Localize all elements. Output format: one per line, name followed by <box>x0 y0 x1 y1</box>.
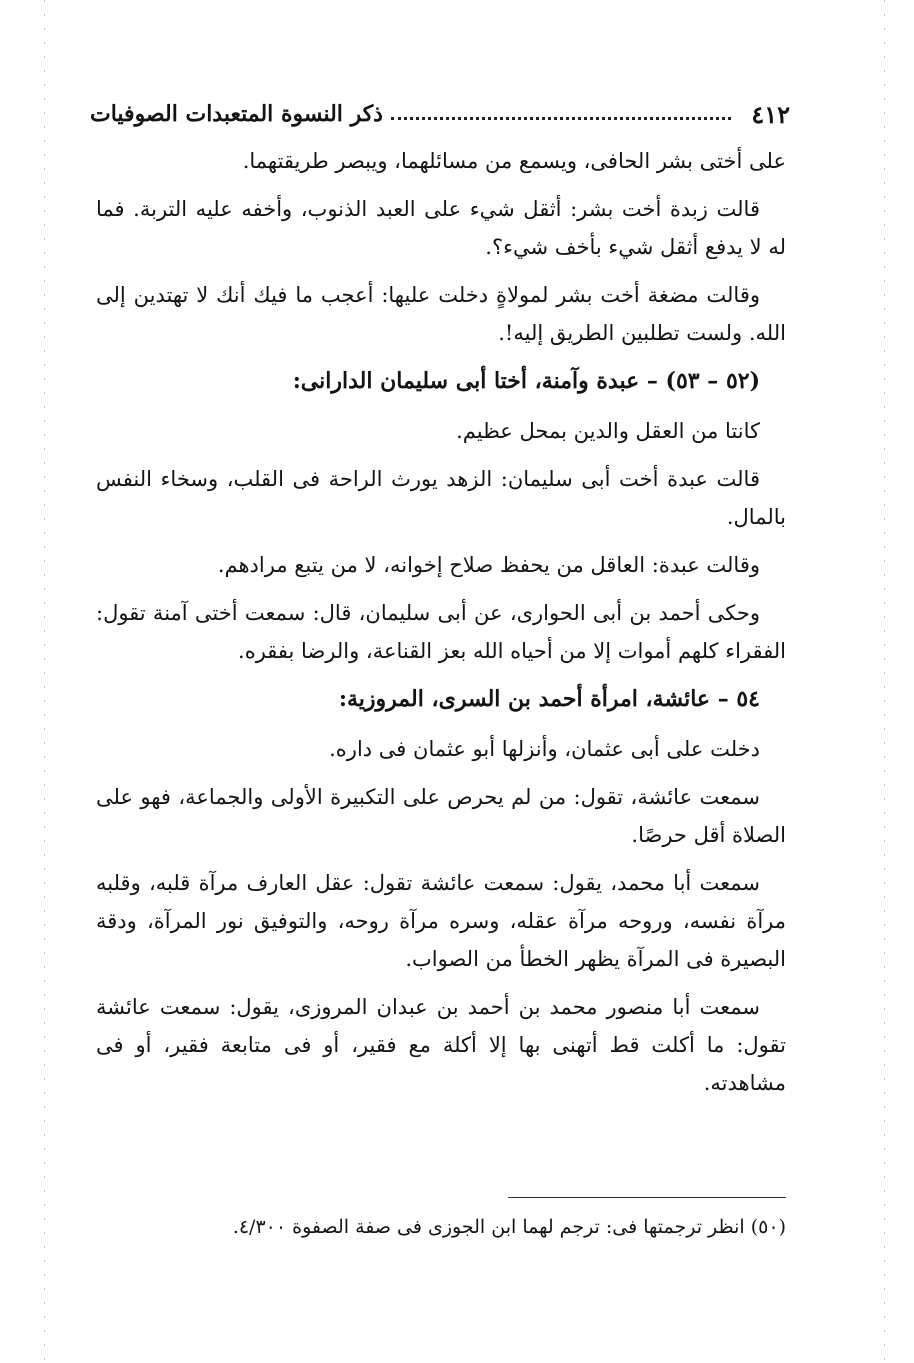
paragraph: قالت زبدة أخت بشر: أثقل شيء على العبد الذنوب، وأخفه عليه التربة. فما له لا يدفع أثقل شيء بأخف شيء؟. <box>96 197 786 259</box>
paragraph: وحكى أحمد بن أبى الحوارى، عن أبى سليمان، قال: سمعت أختى آمنة تقول: الفقراء كلهم أموات إلا من أحياه الله بعز القناعة، والرضا بفقره. <box>96 601 786 663</box>
paragraph: وقالت عبدة: العاقل من يحفظ صلاح إخوانه، لا من يتبع مرادهم. <box>217 553 760 577</box>
page-body <box>96 142 786 1112</box>
paragraph: سمعت أبا منصور محمد بن أحمد بن عبدان المروزى، يقول: سمعت عائشة تقول: ما أكلت قط أتهنى بها إلا أكلة مع فقير، أو فى متابعة فقير، أو فى مشاهدته. <box>96 995 786 1095</box>
paragraph: وقالت مضغة أخت بشر لمولاةٍ دخلت عليها: أعجب ما فيك أنك لا تهتدين إلى الله. ولست تطلبين الطريق إليه!. <box>96 283 786 345</box>
section-heading: ٥٤ – عائشة، امرأة أحمد بن السرى، المروزية: <box>338 686 760 712</box>
footnote-separator <box>508 1197 786 1198</box>
paragraph: دخلت على أبى عثمان، وأنزلها أبو عثمان فى داره. <box>329 737 760 761</box>
paragraph: كانتا من العقل والدين بمحل عظيم. <box>456 419 760 443</box>
paragraph: سمعت عائشة، تقول: من لم يحرص على التكبيرة الأولى والجماعة، فهو على الصلاة أقل حرصًا. <box>96 785 786 847</box>
dotted-leader <box>391 117 731 120</box>
scan-edge-right <box>884 0 885 1363</box>
paragraph: قالت عبدة أخت أبى سليمان: الزهد يورث الراحة فى القلب، وسخاء النفس بالمال. <box>96 467 786 529</box>
page-header <box>90 94 790 134</box>
section-heading: (٥٢ – ٥٣) – عبدة وآمنة، أختا أبى سليمان الدارانى: <box>292 368 760 394</box>
scan-edge-left <box>44 0 45 1363</box>
running-title: ذكر النسوة المتعبدات الصوفيات <box>90 101 383 127</box>
footnote: (٥٠) انظر ترجمتها فى: ترجم لهما ابن الجوزى فى صفة الصفوة ٤/٣٠٠. <box>232 1216 786 1238</box>
paragraph: على أختى بشر الحافى، ويسمع من مسائلهما، ويبصر طريقتهما. <box>242 149 786 173</box>
paragraph: سمعت أبا محمد، يقول: سمعت عائشة تقول: عقل العارف مرآة قلبه، وقلبه مرآة نفسه، وروحه مرآة عقله، وسره مرآة روحه، والتوفيق نور المرآة، ودقة البصيرة فى المرآة يظهر الخطأ من الصواب. <box>96 871 786 971</box>
page-number: ٤١٢ <box>751 99 790 129</box>
